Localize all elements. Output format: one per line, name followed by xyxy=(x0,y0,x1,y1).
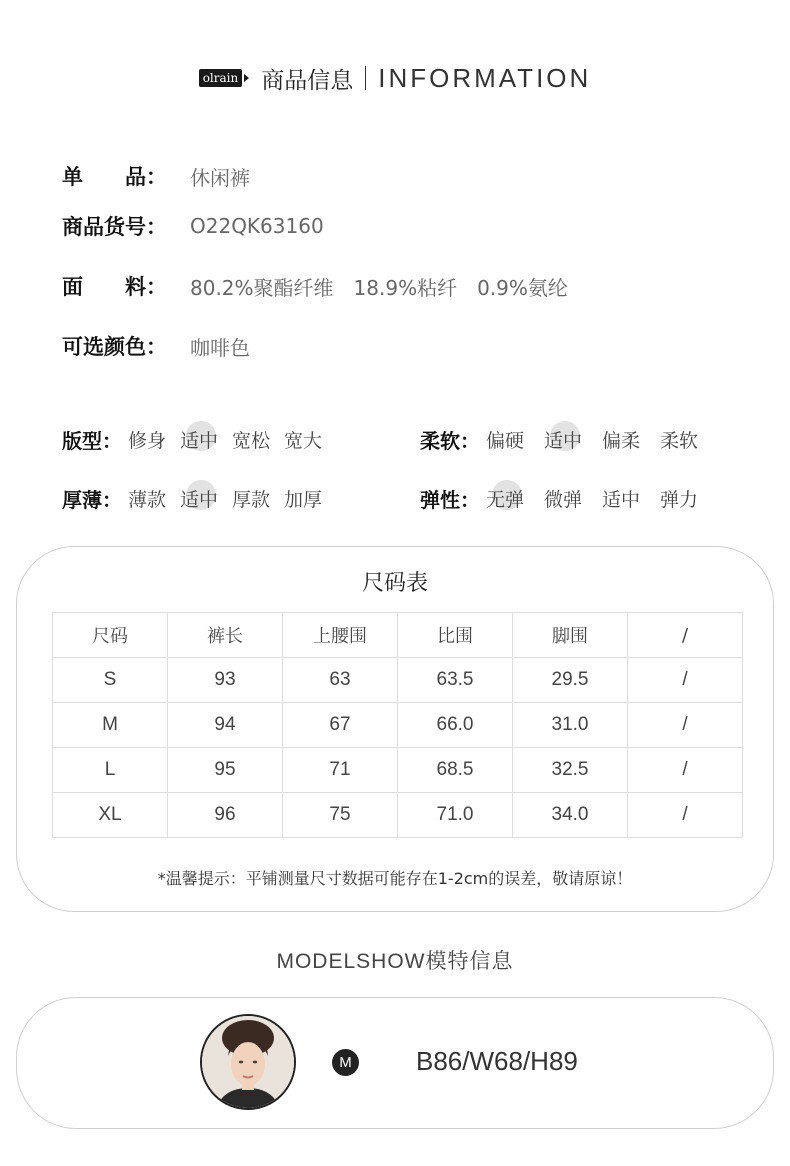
model-info-card xyxy=(16,997,774,1129)
model-section-title: MODELSHOW模特信息 xyxy=(276,950,514,973)
table-cell: L xyxy=(53,748,168,793)
table-header-cell: 裤长 xyxy=(168,613,283,658)
table-header-cell: 尺码 xyxy=(53,613,168,658)
attr-fit-option: 修身 xyxy=(128,429,167,452)
table-cell: 68.5 xyxy=(398,748,513,793)
item-label: 单 品： xyxy=(62,165,167,189)
attr-softness-option: 柔软 xyxy=(660,429,699,452)
table-cell: 95 xyxy=(168,748,283,793)
play-icon xyxy=(244,74,249,82)
attr-fit-option: 宽大 xyxy=(284,429,323,452)
table-row xyxy=(53,793,743,838)
size-chart-note: *温馨提示：平铺测量尺寸数据可能存在1-2cm的误差，敬请原谅！ xyxy=(157,869,633,888)
attr-fit-option-selected: 适中 xyxy=(180,426,218,453)
table-cell: / xyxy=(628,703,743,748)
header-title-cn: 商品信息 xyxy=(261,67,354,94)
material-value: 80.2%聚酯纤维 18.9%粘纤 0.9%氨纶 xyxy=(190,275,568,300)
table-cell: 71.0 xyxy=(398,793,513,838)
table-header-row xyxy=(53,613,743,658)
table-cell: 94 xyxy=(168,703,283,748)
table-cell: 63 xyxy=(283,658,398,703)
table-header-cell: 比围 xyxy=(398,613,513,658)
attr-elasticity-option: 弹力 xyxy=(660,488,699,511)
attr-softness xyxy=(420,423,712,455)
attr-thickness-option-selected: 适中 xyxy=(180,485,218,512)
material-label: 面 料： xyxy=(62,275,167,299)
attr-elasticity-option: 微弹 xyxy=(544,488,583,511)
table-cell: / xyxy=(628,658,743,703)
table-cell: / xyxy=(628,793,743,838)
attr-thickness-option: 厚款 xyxy=(232,488,271,511)
attr-softness-option: 偏柔 xyxy=(602,429,641,452)
info-row-item xyxy=(62,161,250,191)
attr-elasticity-option-selected: 无弹 xyxy=(486,485,524,512)
size-chart-title: 尺码表 xyxy=(361,571,428,596)
sku-label: 商品货号： xyxy=(62,215,167,239)
table-cell: / xyxy=(628,748,743,793)
attr-elasticity-option: 适中 xyxy=(602,488,641,511)
header-divider xyxy=(365,66,366,90)
attr-softness-option: 偏硬 xyxy=(486,429,525,452)
info-row-material xyxy=(62,271,568,301)
table-cell: 34.0 xyxy=(513,793,628,838)
logo-text: olrain xyxy=(199,69,243,87)
table-row xyxy=(53,703,743,748)
table-cell: 66.0 xyxy=(398,703,513,748)
table-header-cell: 上腰围 xyxy=(283,613,398,658)
attr-elasticity xyxy=(420,482,712,514)
table-cell: XL xyxy=(53,793,168,838)
attr-softness-option-selected: 适中 xyxy=(544,426,582,453)
sku-value: O22QK63160 xyxy=(190,214,324,238)
table-cell: 67 xyxy=(283,703,398,748)
table-row xyxy=(53,658,743,703)
item-value: 休闲裤 xyxy=(190,165,250,190)
table-cell: 32.5 xyxy=(513,748,628,793)
table-cell: 71 xyxy=(283,748,398,793)
color-label: 可选颜色： xyxy=(62,335,167,359)
table-cell: 96 xyxy=(168,793,283,838)
attr-softness-label: 柔软： xyxy=(420,428,480,453)
attr-fit-option: 宽松 xyxy=(232,429,271,452)
info-row-sku xyxy=(62,211,324,241)
table-header-cell: / xyxy=(628,613,743,658)
attr-thickness-option: 加厚 xyxy=(284,488,323,511)
attr-thickness xyxy=(62,482,336,514)
model-avatar xyxy=(200,1014,296,1110)
table-cell: S xyxy=(53,658,168,703)
table-cell: 29.5 xyxy=(513,658,628,703)
header-title-en: INFORMATION xyxy=(378,62,592,93)
info-row-color xyxy=(62,331,250,361)
attr-fit xyxy=(62,423,336,455)
attr-elasticity-label: 弹性： xyxy=(420,487,480,512)
table-row xyxy=(53,748,743,793)
model-size-badge: M xyxy=(332,1049,359,1076)
attr-fit-label: 版型： xyxy=(62,428,122,453)
brand-logo xyxy=(199,69,250,87)
model-portrait-icon xyxy=(202,1016,294,1108)
table-cell: 63.5 xyxy=(398,658,513,703)
attr-thickness-label: 厚薄： xyxy=(62,487,122,512)
model-measurements: B86/W68/H89 xyxy=(416,1046,578,1076)
table-cell: M xyxy=(53,703,168,748)
section-header xyxy=(0,60,790,96)
color-value: 咖啡色 xyxy=(190,335,250,360)
table-cell: 93 xyxy=(168,658,283,703)
table-cell: 75 xyxy=(283,793,398,838)
attr-thickness-option: 薄款 xyxy=(128,488,167,511)
table-header-cell: 脚围 xyxy=(513,613,628,658)
table-cell: 31.0 xyxy=(513,703,628,748)
size-table xyxy=(52,612,743,838)
